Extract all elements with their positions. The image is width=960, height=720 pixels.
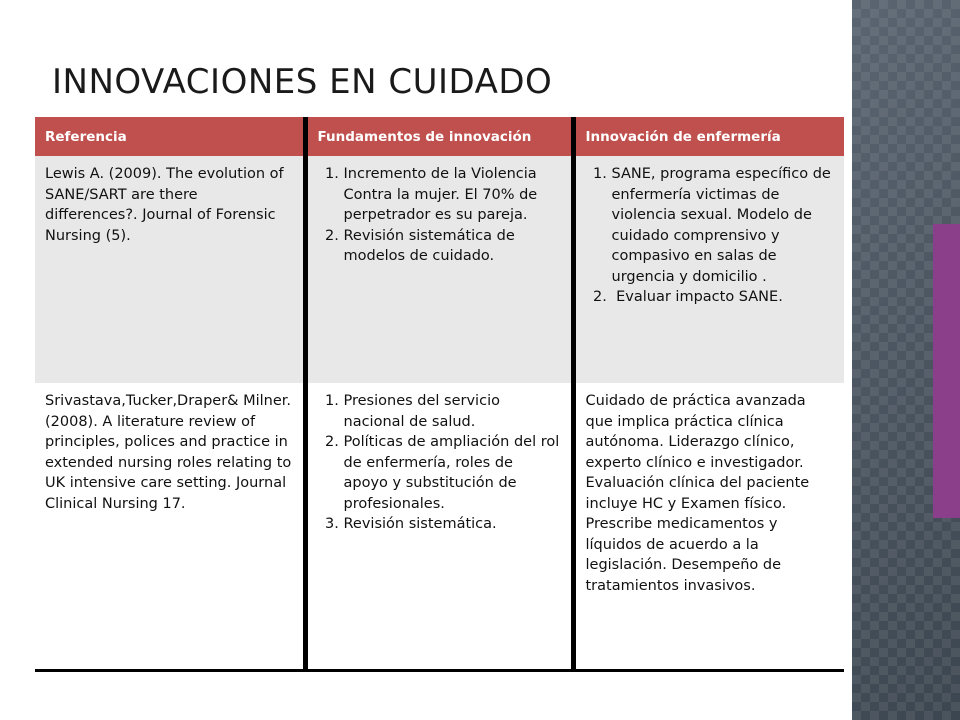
reference-cell: Srivastava,Tucker,Draper& Milner. (2008). A literature review of principles, polices and practice in extended nursing roles relating to UK intensive care setting. Journal Clinical Nursing 17. bbox=[35, 383, 305, 671]
list-item: 3. Revisión sistemática. bbox=[344, 514, 561, 535]
list-item: 1. SANE, programa específico de enfermería victimas de violencia sexual. Modelo de cuidado comprensivo y compasivo en salas de urgencia y domicilio . bbox=[612, 164, 835, 287]
innovacion-cell bbox=[573, 156, 844, 383]
innovacion-list bbox=[586, 164, 835, 308]
header-fundamentos: Fundamentos de innovación bbox=[305, 117, 573, 156]
reference-cell: Lewis A. (2009). The evolution of SANE/SART are there differences?. Journal of Forensic Nursing (5). bbox=[35, 156, 305, 383]
fundamentos-cell bbox=[305, 156, 573, 383]
accent-bar bbox=[933, 224, 960, 518]
list-item: 2. Políticas de ampliación del rol de enfermería, roles de apoyo y substitución de profesionales. bbox=[344, 432, 561, 514]
list-item: 2. Evaluar impacto SANE. bbox=[612, 287, 835, 308]
list-item: 1. Incremento de la Violencia Contra la mujer. El 70% de perpetrador es su pareja. bbox=[344, 164, 561, 226]
list-item: 1. Presiones del servicio nacional de salud. bbox=[344, 391, 561, 432]
list-item: 2. Revisión sistemática de modelos de cuidado. bbox=[344, 226, 561, 267]
header-referencia: Referencia bbox=[35, 117, 305, 156]
table-header-row bbox=[35, 117, 844, 156]
innovations-table bbox=[35, 117, 844, 672]
slide-title: INNOVACIONES EN CUIDADO bbox=[52, 62, 553, 102]
fundamentos-cell bbox=[305, 383, 573, 671]
fundamentos-list bbox=[318, 391, 561, 535]
header-innovacion: Innovación de enfermería bbox=[573, 117, 844, 156]
table-row bbox=[35, 383, 844, 671]
fundamentos-list bbox=[318, 164, 561, 267]
innovacion-cell: Cuidado de práctica avanzada que implica práctica clínica autónoma. Liderazgo clínico, experto clínico e investigador. Evaluación clínica del paciente incluye HC y Examen físico. Prescribe medicamentos y líquidos de acuerdo a la legislación. Desempeño de tratamientos invasivos. bbox=[573, 383, 844, 671]
table-row bbox=[35, 156, 844, 383]
